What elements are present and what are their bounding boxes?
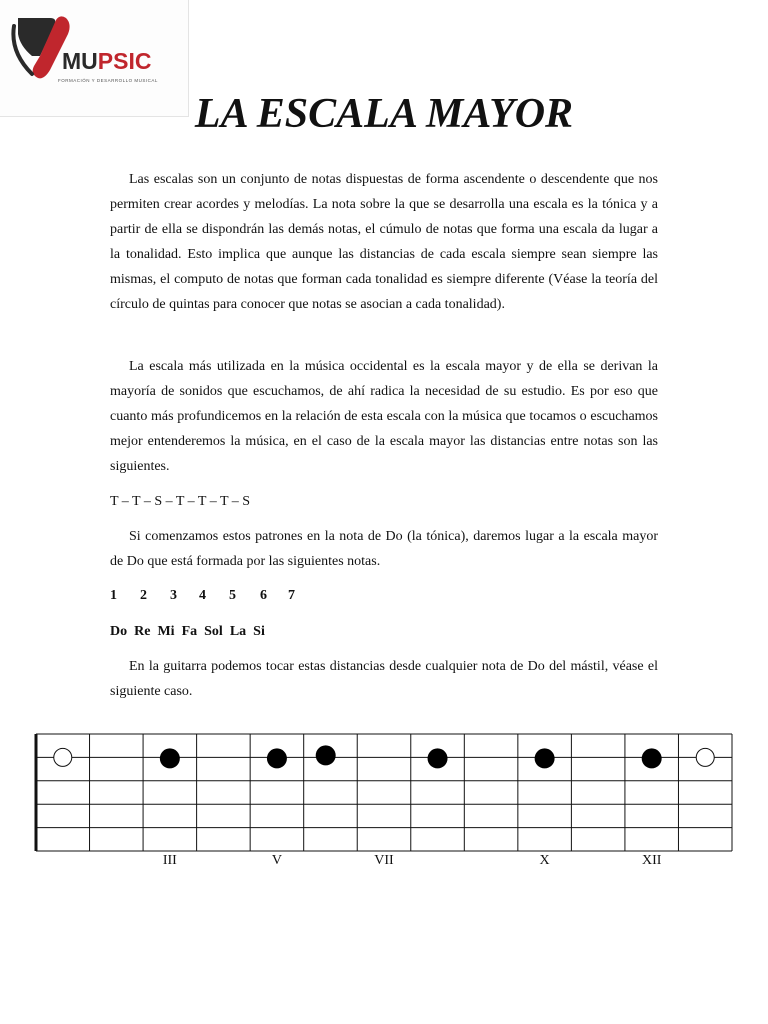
note-name: Si (253, 624, 265, 639)
scale-degree: 2 (140, 588, 147, 603)
fret-marker-label: X (539, 853, 550, 868)
scale-note-dot (428, 748, 448, 768)
fret-marker-label: XII (641, 853, 662, 868)
note-name: Sol (204, 624, 223, 639)
scale-note-dot (267, 748, 287, 768)
fret-marker-label: VII (374, 853, 394, 868)
scale-degree: 3 (170, 588, 177, 603)
scale-note-names (110, 622, 272, 642)
open-note-dot (54, 748, 72, 766)
scale-degrees (110, 586, 308, 606)
guitar-fretboard-diagram (0, 724, 768, 874)
paragraph-guitar: En la guitarra podemos tocar estas distancias desde cualquier nota de Do del mástil, véase el siguiente caso. (110, 659, 658, 699)
scale-degree: 1 (110, 588, 117, 603)
scale-degree: 5 (229, 588, 236, 603)
logo-wordmark-psic: PSIC (97, 48, 152, 74)
scale-note-dot (316, 745, 336, 765)
paragraph-major-scale: La escala más utilizada en la música occidental es la escala mayor y de ella se derivan la mayoría de sonidos que escuchamos, de ahí radica la necesidad de su estudio. Es por eso que cuanto más profundicemos en la relación de esta escala con la música que tocamos o escuchamos mejor entenderemos la música, en el caso de la escala mayor las distancias entre notas son las siguientes. (110, 359, 658, 474)
scale-degree: 6 (260, 588, 267, 603)
scale-note-dot (160, 748, 180, 768)
note-name: La (229, 624, 247, 639)
scale-degree: 7 (288, 588, 295, 603)
logo-tagline: FORMACIÓN Y DESARROLLO MUSICAL (58, 78, 158, 83)
logo-wordmark (62, 50, 151, 73)
logo-wordmark-mu: MU (62, 48, 98, 74)
scale-note-dot (535, 748, 555, 768)
interval-pattern: T – T – S – T – T – T – S (110, 494, 251, 509)
note-name: Do (110, 624, 128, 639)
note-name: Mi (157, 624, 175, 639)
fret-marker-label: III (162, 853, 177, 868)
scale-note-dot (642, 748, 662, 768)
page-title: LA ESCALA MAYOR (194, 91, 574, 137)
note-name: Fa (181, 624, 198, 639)
fret-marker-label: V (271, 853, 282, 868)
note-name: Re (134, 624, 151, 639)
scale-degree: 4 (199, 588, 206, 603)
paragraph-do-scale: Si comenzamos estos patrones en la nota de Do (la tónica), daremos lugar a la escala mayor de Do que está formada por las siguientes notas. (110, 529, 658, 569)
open-note-dot (696, 748, 714, 766)
paragraph-intro: Las escalas son un conjunto de notas dispuestas de forma ascendente o descendente que nos permiten crear acordes y melodías. La nota sobre la que se desarrolla una escala es la tónica y a partir de ella se dispondrán las demás notas, el cúmulo de notas que forma una escala da lugar a la tonalidad. Esto implica que aunque las distancias de cada escala siempre sean siempre las mismas, el computo de notas que forman cada tonalidad es siempre diferente (Véase la teoría del círculo de quintas para conocer que notas se asocian a cada tonalidad). (110, 172, 658, 312)
